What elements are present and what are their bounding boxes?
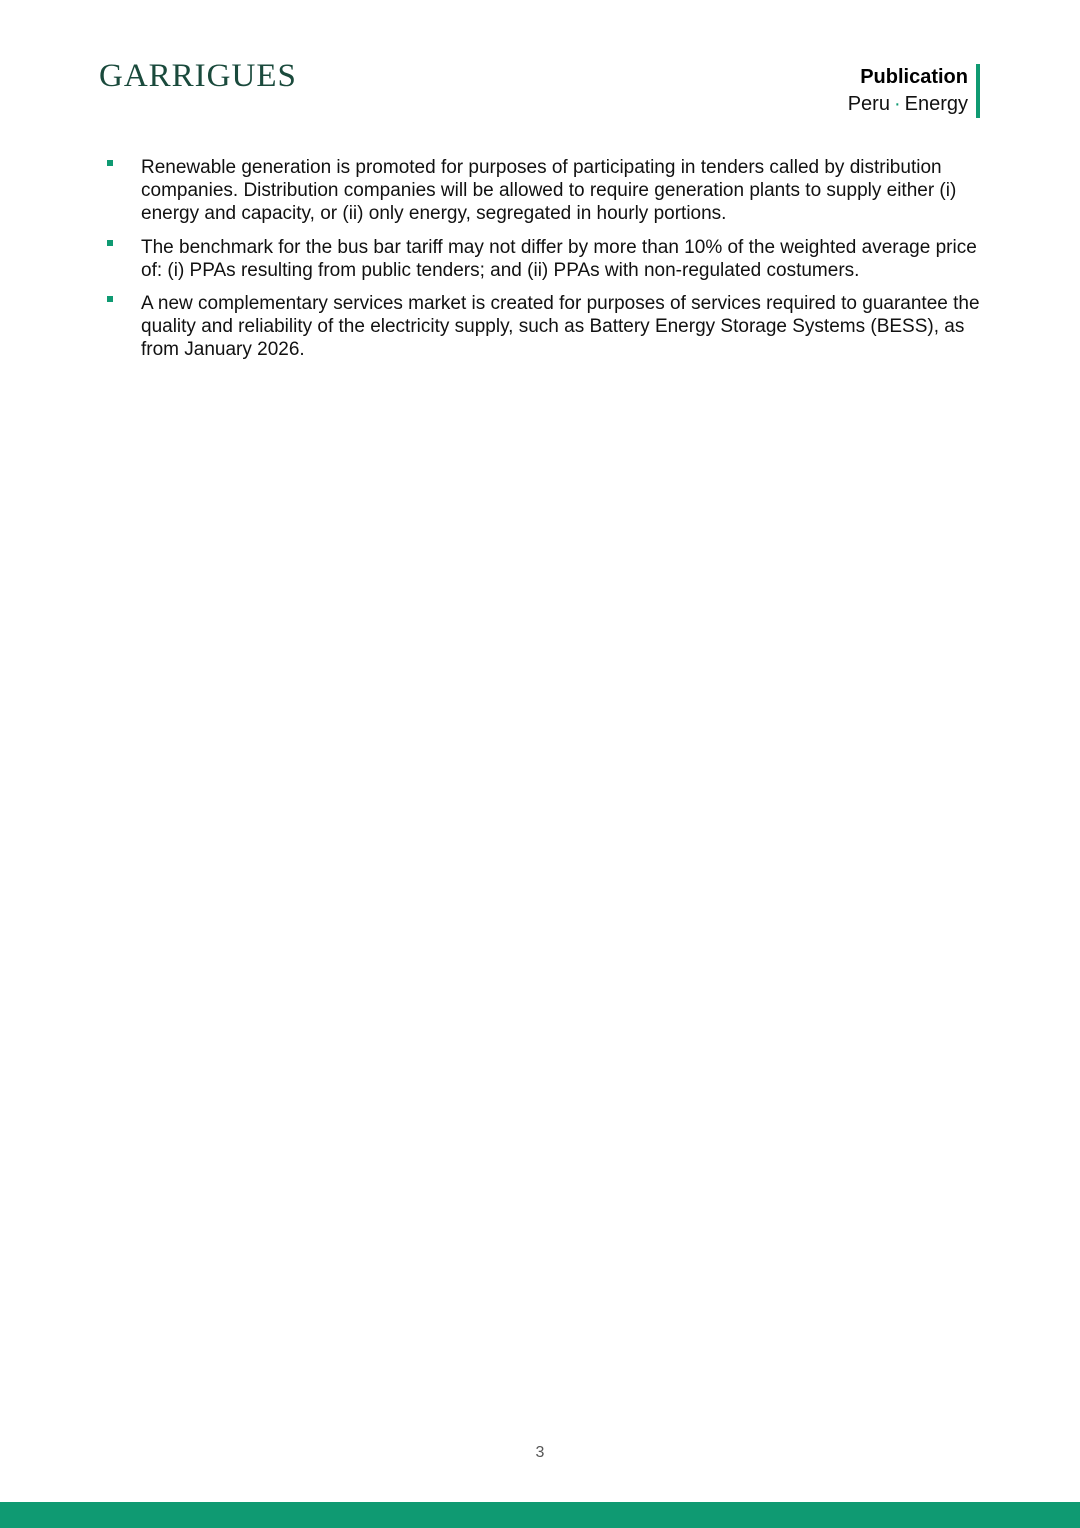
square-bullet-icon bbox=[107, 240, 113, 246]
square-bullet-icon bbox=[107, 296, 113, 302]
separator-dot: · bbox=[893, 93, 901, 115]
list-item-text: Renewable generation is promoted for purposes of participating in tenders called by distribution companies. Distribution companies will be allowed to require generation plants to supply either (i) energy and capacity, or (ii) only energy, segregated in hourly portions. bbox=[141, 157, 957, 225]
page-number: 3 bbox=[535, 1444, 545, 1461]
list-item bbox=[106, 156, 986, 226]
country-label: Peru bbox=[847, 93, 890, 115]
list-item-text: A new complementary services market is created for purposes of services required to guarantee the quality and reliability of the electricity supply, such as Battery Energy Storage Systems (BESS), as from January 2026. bbox=[141, 293, 980, 361]
publication-category bbox=[848, 90, 968, 118]
bullet-list bbox=[106, 156, 986, 372]
publication-label: Publication bbox=[860, 66, 968, 88]
list-item bbox=[106, 292, 986, 362]
publication-header bbox=[848, 64, 980, 118]
list-item-text: The benchmark for the bus bar tariff may not differ by more than 10% of the weighted average price of: (i) PPAs resulting from public tenders; and (ii) PPAs with non-regulated costumers. bbox=[141, 236, 977, 281]
topic-label: Energy bbox=[904, 93, 968, 115]
footer-bar bbox=[0, 1502, 1080, 1528]
square-bullet-icon bbox=[107, 160, 113, 166]
list-item bbox=[106, 236, 986, 282]
garrigues-logo: GARRIGUES bbox=[99, 58, 297, 94]
